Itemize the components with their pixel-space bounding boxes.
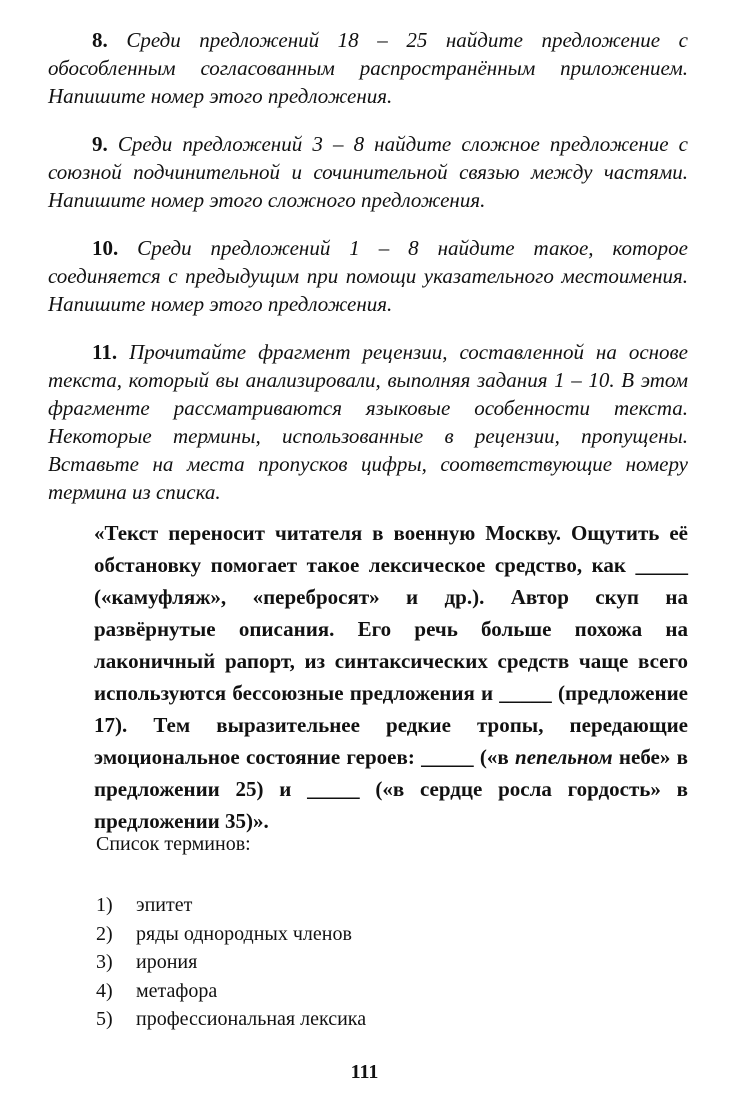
term-number: 4) <box>96 979 113 1002</box>
review-text-part2: небе» в предложении 25) и _____ («в сердце росла гордость» в предложении 35)». <box>94 745 688 833</box>
review-fragment <box>94 517 688 837</box>
task-10 <box>48 234 688 318</box>
task-number: 9. <box>92 132 108 156</box>
term-number: 5) <box>96 1008 113 1030</box>
task-text: Среди предложений 18 – 25 найдите предложение с обособленным согласованным распространённым приложением. Напишите номер этого предложения. <box>48 28 688 108</box>
task-number: 8. <box>92 28 108 52</box>
page-number: 111 <box>350 1061 379 1083</box>
list-item <box>96 977 366 1006</box>
term-label: ирония <box>136 951 198 973</box>
task-text: Прочитайте фрагмент рецензии, составленной на основе текста, который вы анализировали, выполняя задания 1 – 10. В этом фрагменте рассматриваются языковые особенности текста. Некоторые термины, использованные в рецензии, пропущены. Вставьте на места пропусков цифры, соответствующие номеру термина из списка. <box>48 340 688 504</box>
list-item <box>96 1005 366 1034</box>
term-label: ряды однородных членов <box>136 922 352 945</box>
list-item <box>96 920 366 949</box>
review-text-italic: пепельном <box>515 745 613 769</box>
term-label: метафора <box>136 979 218 1002</box>
task-number: 11. <box>92 340 118 364</box>
list-item <box>96 948 366 977</box>
term-number: 1) <box>96 894 113 916</box>
terms-list <box>96 891 366 1034</box>
term-number: 3) <box>96 951 113 973</box>
terms-title: Список терминов: <box>96 833 251 855</box>
term-label: эпитет <box>136 894 193 916</box>
task-text: Среди предложений 1 – 8 найдите такое, которое соединяется с предыдущим при помощи указательного местоимения. Напишите номер этого предложения. <box>48 236 688 316</box>
task-number: 10. <box>92 236 119 260</box>
term-number: 2) <box>96 922 113 945</box>
list-item <box>96 891 366 920</box>
review-text-part1: «Текст переносит читателя в военную Москву. Ощутить её обстановку помогает такое лексическое средство, как _____ («камуфляж», «перебросят» и др.). Автор скуп на развёрнутые описания. Его речь больше похожа на лаконичный рапорт, из синтаксических средств чаще всего используются бессоюзные предложения и _____ (предложение 17). Тем выразительнее редкие тропы, передающие эмоциональное состояние героев: _____ («в <box>94 521 688 769</box>
task-9 <box>48 130 688 214</box>
term-label: профессиональная лексика <box>136 1008 367 1030</box>
task-8 <box>48 26 688 110</box>
task-text: Среди предложений 3 – 8 найдите сложное предложение с союзной подчинительной и сочинительной связью между частями. Напишите номер этого сложного предложения. <box>48 132 688 212</box>
task-11 <box>48 338 688 506</box>
